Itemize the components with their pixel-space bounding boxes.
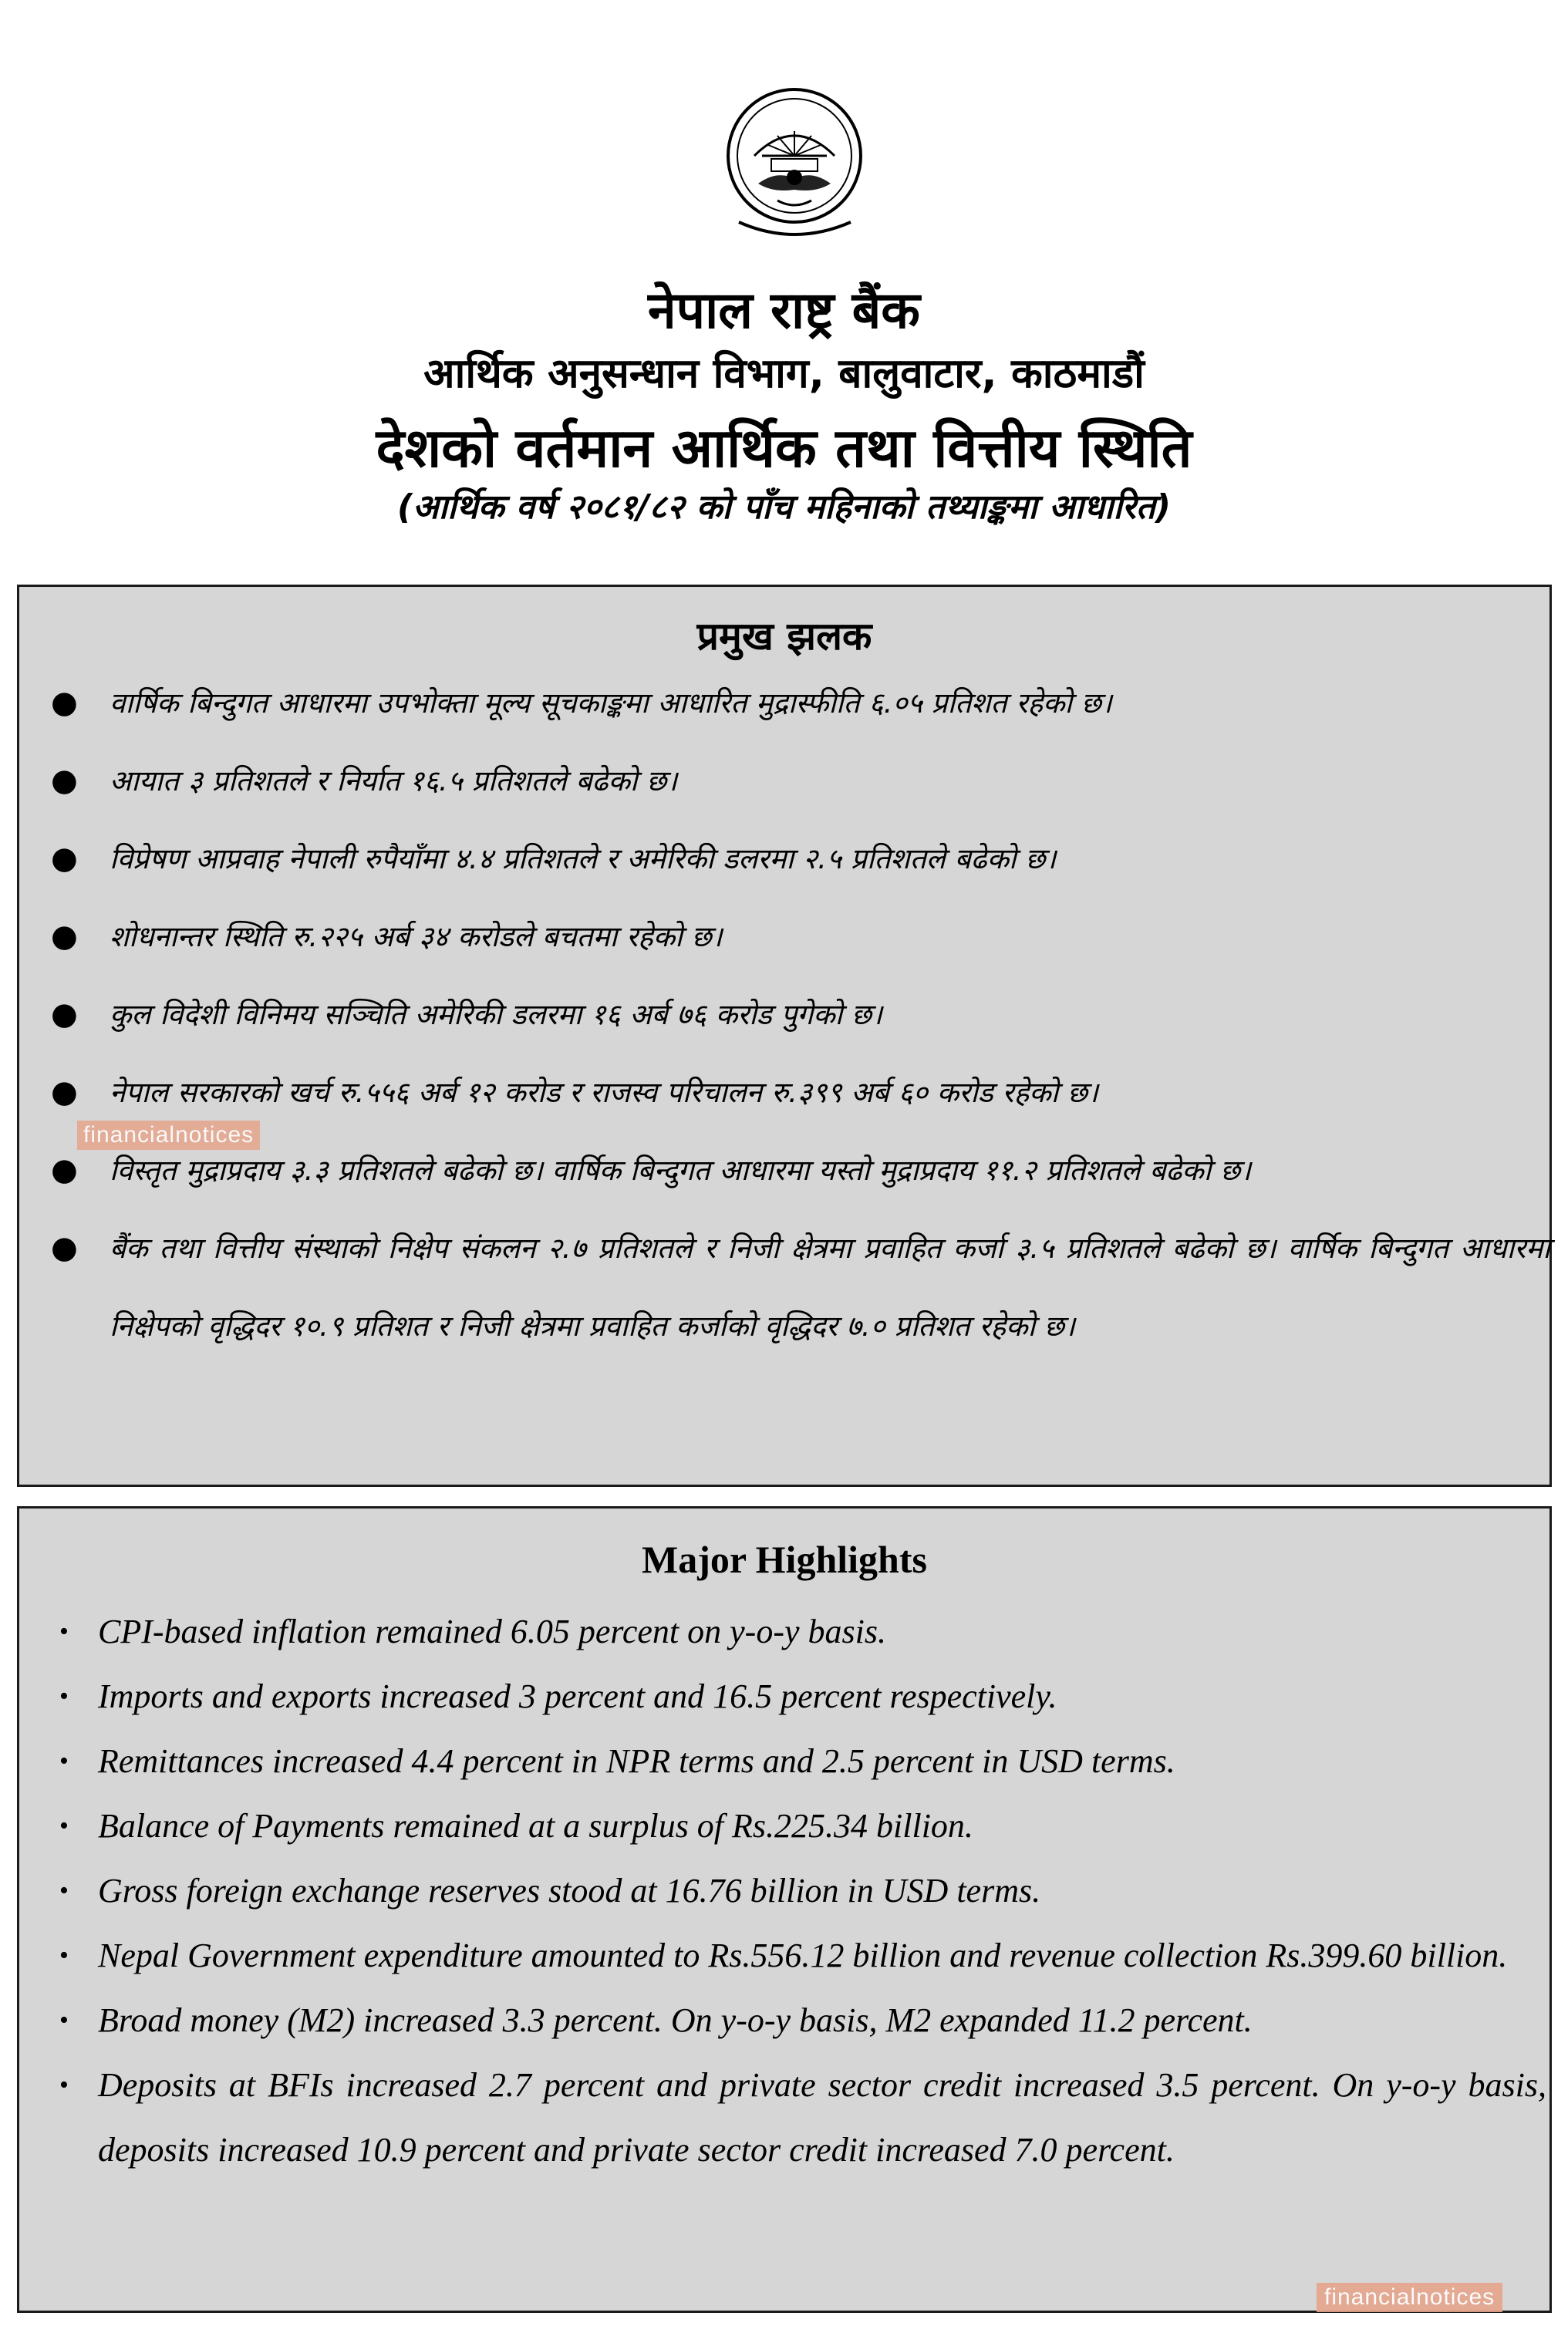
report-title: देशको वर्तमान आर्थिक तथा वित्तीय स्थिति (376, 416, 1192, 480)
list-item (46, 664, 1550, 742)
list-item (46, 976, 1550, 1053)
nepali-highlights-title: प्रमुख झलक (696, 614, 872, 659)
department-address: आर्थिक अनुसन्धान विभाग, बालुवाटार, काठमाडौं (423, 350, 1145, 397)
nepali-highlights-list (46, 664, 1550, 1365)
list-item-text: नेपाल सरकारको खर्च रु.५५६ अर्ब १२ करोड र राजस्व परिचालन रु.३९९ अर्ब ६० करोड रहेको छ। (110, 1076, 1098, 1109)
list-item (50, 1600, 1546, 1664)
list-item-text: विप्रेषण आप्रवाह नेपाली रुपैयाँमा ४.४ प्रतिशतले र अमेरिकी डलरमा २.५ प्रतिशतले बढेको छ। (110, 842, 1057, 875)
bullet-icon: • (59, 1876, 69, 1905)
english-highlights-title: Major Highlights (642, 1538, 927, 1581)
watermark: financialnotices (77, 1121, 260, 1150)
english-highlights-list (50, 1600, 1546, 2183)
list-item (46, 1131, 1550, 1209)
list-item-text: कुल विदेशी विनिमय सञ्चिति अमेरिकी डलरमा १६ अर्ब ७६ करोड पुगेको छ। (110, 998, 882, 1031)
list-item (46, 742, 1550, 820)
list-item-text: विस्तृत मुद्राप्रदाय ३.३ प्रतिशतले बढेको छ। वार्षिक बिन्दुगत आधारमा यस्तो मुद्राप्रदाय ११.२ प्रतिशतले बढेको छ। (110, 1154, 1252, 1187)
list-item-text: आयात ३ प्रतिशतले र निर्यात १६.५ प्रतिशतले बढेको छ। (110, 764, 678, 797)
bullet-icon: ● (51, 685, 78, 720)
bullet-icon: ● (51, 1074, 78, 1110)
list-item-text: Balance of Payments remained at a surplus of Rs.225.34 billion. (98, 1807, 973, 1845)
list-item-text: Imports and exports increased 3 percent and 16.5 percent respectively. (98, 1677, 1057, 1715)
bullet-icon: • (59, 2006, 69, 2034)
org-name: नेपाल राष्ट्र बैंक (648, 281, 920, 340)
list-item (50, 1729, 1546, 1794)
bullet-icon: • (59, 1617, 69, 1646)
bullet-icon: • (59, 2071, 69, 2099)
bullet-icon: ● (51, 1152, 78, 1188)
english-highlights-box (17, 1506, 1552, 2313)
list-item (46, 898, 1550, 976)
list-item-text: Deposits at BFIs increased 2.7 percent and private sector credit increased 3.5 percent. On y-o-y basis, deposits increased 10.9 percent and private sector credit increased 7.0 percent. (98, 2066, 1546, 2169)
nepali-highlights-box (17, 585, 1552, 1487)
list-item (46, 1209, 1550, 1365)
bullet-icon: ● (51, 763, 78, 798)
list-item (46, 1053, 1550, 1131)
bullet-icon: ● (51, 841, 78, 876)
list-item (50, 1859, 1546, 1923)
list-item-text: बैंक तथा वित्तीय संस्थाको निक्षेप संकलन २.७ प्रतिशतले र निजी क्षेत्रमा प्रवाहित कर्जा ३.५ प्रतिशतले बढेको छ। वार्षिक बिन्दुगत आधारमा निक्षेपको वृद्धिदर १०.९ प्रतिशत र निजी क्षेत्रमा प्रवाहित कर्जाको वृद्धिदर ७.० प्रतिशत रहेको छ। (110, 1232, 1550, 1343)
list-item (50, 1794, 1546, 1859)
bullet-icon: ● (51, 996, 78, 1032)
bullet-icon: • (59, 1812, 69, 1840)
list-item (50, 1923, 1546, 1988)
list-item (50, 2053, 1546, 2183)
list-item (46, 820, 1550, 898)
bullet-icon: • (59, 1747, 69, 1775)
list-item-text: वार्षिक बिन्दुगत आधारमा उपभोक्ता मूल्य सूचकाङ्कमा आधारित मुद्रास्फीति ६.०५ प्रतिशत रहेको छ। (110, 686, 1112, 720)
list-item-text: शोधनान्तर स्थिति रु.२२५ अर्ब ३४ करोडले बचतमा रहेको छ। (110, 920, 723, 953)
list-item-text: Gross foreign exchange reserves stood at 16.76 billion in USD terms. (98, 1872, 1041, 1910)
bullet-icon: ● (51, 919, 78, 954)
list-item-text: Remittances increased 4.4 percent in NPR terms and 2.5 percent in USD terms. (98, 1742, 1175, 1780)
watermark: financialnotices (1317, 2283, 1502, 2312)
list-item (50, 1988, 1546, 2053)
bullet-icon: ● (51, 1230, 78, 1266)
list-item (50, 1664, 1546, 1729)
list-item-text: CPI-based inflation remained 6.05 percent on y-o-y basis. (98, 1613, 886, 1650)
bullet-icon: • (59, 1682, 69, 1711)
report-subtitle: (आर्थिक वर्ष २०८१/८२ को पाँच महिनाको तथ्याङ्कमा आधारित) (397, 487, 1171, 527)
list-item-text: Broad money (M2) increased 3.3 percent. On y-o-y basis, M2 expanded 11.2 percent. (98, 2001, 1253, 2039)
nrb-seal-logo (723, 85, 866, 239)
list-item-text: Nepal Government expenditure amounted to Rs.556.12 billion and revenue collection Rs.399.60 billion. (98, 1937, 1508, 1974)
bullet-icon: • (59, 1941, 69, 1970)
